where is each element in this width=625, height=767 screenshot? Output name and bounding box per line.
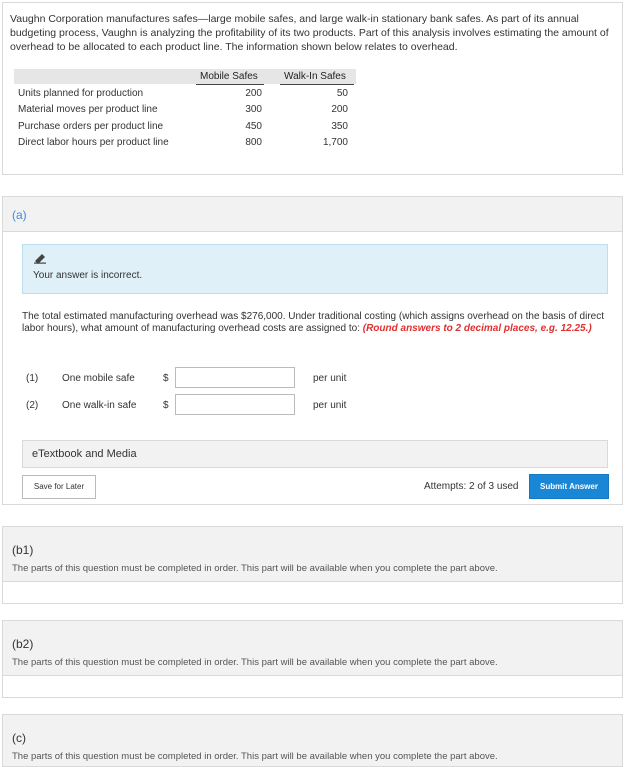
unit-label: per unit	[313, 373, 347, 384]
table-cell-walkin: 350	[331, 121, 348, 132]
table-row-label: Material moves per product line	[18, 104, 158, 115]
part-b2-body	[2, 676, 623, 698]
part-b1-note: The parts of this question must be completed in order. This part will be available when you complete the part above.	[12, 563, 498, 574]
attempts-counter: Attempts: 2 of 3 used	[424, 481, 519, 492]
part-b2-label: (b2)	[12, 637, 34, 651]
table-row-label: Purchase orders per product line	[18, 121, 164, 132]
table-cell-mobile: 450	[245, 121, 262, 132]
part-b1-body	[2, 582, 623, 604]
column-underline	[196, 84, 264, 85]
walkin-safe-answer-input[interactable]	[175, 394, 295, 415]
item-number: (2)	[26, 400, 39, 411]
rounding-instruction: (Round answers to 2 decimal places, e.g. 12.25.)	[362, 323, 592, 334]
part-b1-label: (b1)	[12, 543, 34, 557]
question-body: The total estimated manufacturing overhead was $276,000. Under traditional costing (which assigns overhead on the basis of direct labor hours), what amount of manufacturing overhead costs are assigned to:	[22, 311, 605, 334]
table-cell-walkin: 50	[336, 88, 348, 99]
table-cell-mobile: 300	[245, 104, 262, 115]
unit-label: per unit	[313, 400, 347, 411]
item-number: (1)	[26, 373, 39, 384]
problem-statement: Vaughn Corporation manufactures safes—large mobile safes, and large walk-in stationary bank safes. As part of its annual budgeting process, Vaughn is analyzing the profitability of its two products. Part of this analysis involves estimating the amount of overhead to be allocated to each product line. The information shown below relates to overhead.	[10, 13, 609, 53]
item-label: One mobile safe	[62, 373, 135, 384]
part-a-label[interactable]: (a)	[12, 208, 27, 222]
table-cell-walkin: 1,700	[322, 137, 348, 148]
feedback-text: Your answer is incorrect.	[33, 270, 143, 281]
column-underline	[280, 84, 354, 85]
part-b2-note: The parts of this question must be completed in order. This part will be available when you complete the part above.	[12, 657, 498, 668]
column-header-mobile: Mobile Safes	[200, 71, 258, 82]
submit-answer-button[interactable]: Submit Answer	[529, 474, 609, 499]
currency-symbol: $	[163, 400, 169, 411]
table-row-label: Units planned for production	[18, 88, 144, 99]
part-a-header[interactable]	[2, 196, 623, 232]
save-for-later-button[interactable]: Save for Later	[22, 475, 96, 499]
feedback-box	[22, 244, 608, 294]
part-c-label: (c)	[12, 731, 26, 745]
table-cell-mobile: 200	[245, 88, 262, 99]
table-cell-mobile: 800	[245, 137, 262, 148]
question-text	[22, 311, 606, 335]
currency-symbol: $	[163, 373, 169, 384]
pencil-eraser-icon	[33, 252, 47, 264]
etextbook-media-link[interactable]: eTextbook and Media	[22, 440, 608, 468]
column-header-walkin: Walk-In Safes	[284, 71, 346, 82]
table-row-label: Direct labor hours per product line	[18, 137, 169, 148]
mobile-safe-answer-input[interactable]	[175, 367, 295, 388]
part-c-note: The parts of this question must be completed in order. This part will be available when you complete the part above.	[12, 751, 498, 762]
table-cell-walkin: 200	[331, 104, 348, 115]
item-label: One walk-in safe	[62, 400, 137, 411]
